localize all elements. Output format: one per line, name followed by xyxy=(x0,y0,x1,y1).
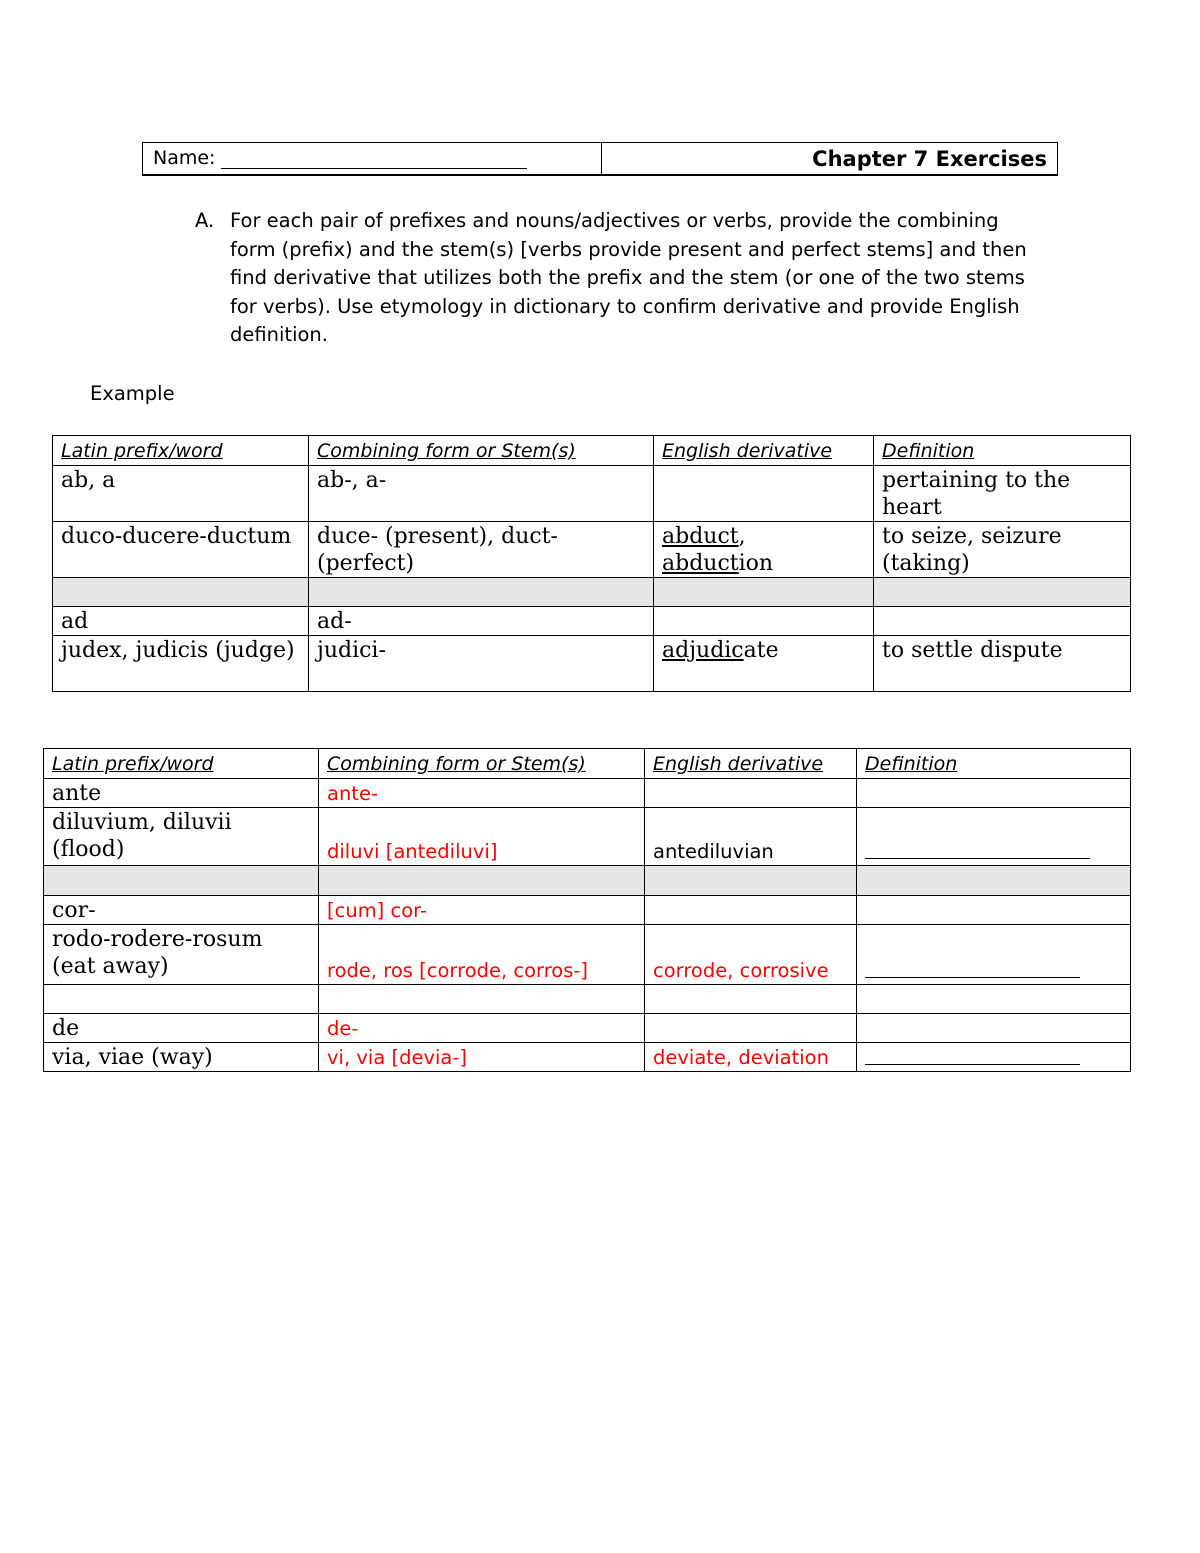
cell-definition: pertaining to the heart xyxy=(874,466,1131,522)
cell-combining[interactable]: vi, via [devia-] xyxy=(319,1043,645,1072)
derivative-suffix: ate xyxy=(743,638,779,663)
cell-definition[interactable] xyxy=(857,1043,1131,1072)
cell-combining[interactable]: diluvi [antediluvi] xyxy=(319,808,645,866)
name-label: Name: xyxy=(153,147,216,169)
table-row xyxy=(53,636,1131,692)
cell-definition[interactable] xyxy=(857,896,1131,925)
cell-derivative[interactable] xyxy=(645,985,857,1014)
table-row xyxy=(53,522,1131,578)
cell-latin: ad xyxy=(53,607,309,636)
definition-blank-line[interactable] xyxy=(865,961,1080,978)
table-row xyxy=(44,896,1131,925)
cell-derivative xyxy=(645,866,857,896)
cell-derivative xyxy=(654,636,874,692)
cell-derivative xyxy=(654,578,874,607)
derivative-suffix: ion xyxy=(738,551,774,576)
table-header-row xyxy=(53,436,1131,466)
derivative-underlined: abduct xyxy=(662,551,739,576)
table-row xyxy=(44,925,1131,985)
table-row xyxy=(53,466,1131,522)
cell-latin: duco-ducere-ductum xyxy=(53,522,309,578)
name-cell xyxy=(143,143,602,174)
cell-combining xyxy=(309,578,654,607)
cell-latin: de xyxy=(44,1014,319,1043)
example-label: Example xyxy=(90,382,175,405)
cell-derivative[interactable]: corrode, corrosive xyxy=(645,925,857,985)
col-header-latin: Latin prefix/word xyxy=(53,436,309,466)
cell-combining xyxy=(319,866,645,896)
cell-combining: duce- (present), duct- (perfect) xyxy=(309,522,654,578)
cell-latin: diluvium, diluvii (flood) xyxy=(44,808,319,866)
instructions xyxy=(195,207,1045,350)
cell-derivative[interactable]: deviate, deviation xyxy=(645,1043,857,1072)
cell-combining[interactable]: ante- xyxy=(319,779,645,808)
cell-combining: ad- xyxy=(309,607,654,636)
cell-latin: cor- xyxy=(44,896,319,925)
cell-latin: ab, a xyxy=(53,466,309,522)
cell-definition[interactable] xyxy=(857,779,1131,808)
cell-latin xyxy=(44,985,319,1014)
cell-derivative[interactable] xyxy=(645,896,857,925)
cell-derivative xyxy=(654,607,874,636)
cell-latin xyxy=(44,866,319,896)
table-header-row xyxy=(44,749,1131,779)
cell-derivative[interactable]: antediluvian xyxy=(645,808,857,866)
cell-definition[interactable] xyxy=(857,1014,1131,1043)
table-row xyxy=(44,779,1131,808)
table-row-separator xyxy=(53,578,1131,607)
cell-definition[interactable] xyxy=(857,925,1131,985)
table-row xyxy=(53,607,1131,636)
exercise-table xyxy=(43,748,1131,1072)
derivative-underlined: abduct xyxy=(662,524,739,549)
col-header-definition: Definition xyxy=(857,749,1131,779)
col-header-derivative: English derivative xyxy=(654,436,874,466)
col-header-derivative: English derivative xyxy=(645,749,857,779)
instructions-marker: A. xyxy=(195,209,215,232)
cell-definition xyxy=(874,607,1131,636)
cell-definition[interactable] xyxy=(857,985,1131,1014)
cell-definition xyxy=(874,578,1131,607)
example-table xyxy=(52,435,1131,692)
cell-latin: rodo-rodere-rosum (eat away) xyxy=(44,925,319,985)
header-box xyxy=(142,142,1058,176)
derivative-underlined: adjudic xyxy=(662,638,744,663)
cell-latin xyxy=(53,578,309,607)
cell-definition: to seize, seizure (taking) xyxy=(874,522,1131,578)
cell-derivative[interactable] xyxy=(645,1014,857,1043)
cell-combining[interactable]: [cum] cor- xyxy=(319,896,645,925)
instructions-text: For each pair of prefixes and nouns/adjectives or verbs, provide the combining form (prefix) and the stem(s) [verbs provide present and perfect stems] and then find derivative that utilizes both the prefix and the stem (or one of the two stems for verbs). Use etymology in dictionary to confirm derivative and provide English definition. xyxy=(230,209,1027,346)
cell-definition[interactable] xyxy=(857,808,1131,866)
definition-blank-line[interactable] xyxy=(865,842,1090,859)
cell-combining[interactable] xyxy=(319,985,645,1014)
table-row xyxy=(44,985,1131,1014)
table-row xyxy=(44,1014,1131,1043)
cell-combining: judici- xyxy=(309,636,654,692)
table-row xyxy=(44,808,1131,866)
cell-latin: via, viae (way) xyxy=(44,1043,319,1072)
col-header-combining: Combining form or Stem(s) xyxy=(309,436,654,466)
cell-definition: to settle dispute xyxy=(874,636,1131,692)
cell-definition xyxy=(857,866,1131,896)
table-row-separator xyxy=(44,866,1131,896)
cell-combining[interactable]: rode, ros [corrode, corros-] xyxy=(319,925,645,985)
cell-combining: ab-, a- xyxy=(309,466,654,522)
cell-derivative[interactable] xyxy=(645,779,857,808)
definition-blank-line[interactable] xyxy=(865,1048,1080,1065)
cell-derivative xyxy=(654,522,874,578)
name-blank-line[interactable] xyxy=(221,150,527,169)
col-header-combining: Combining form or Stem(s) xyxy=(319,749,645,779)
cell-derivative xyxy=(654,466,874,522)
col-header-definition: Definition xyxy=(874,436,1131,466)
cell-combining[interactable]: de- xyxy=(319,1014,645,1043)
derivative-comma: , xyxy=(738,524,746,549)
table-row xyxy=(44,1043,1131,1072)
cell-latin: ante xyxy=(44,779,319,808)
cell-latin: judex, judicis (judge) xyxy=(53,636,309,692)
col-header-latin: Latin prefix/word xyxy=(44,749,319,779)
chapter-title: Chapter 7 Exercises xyxy=(812,147,1047,171)
